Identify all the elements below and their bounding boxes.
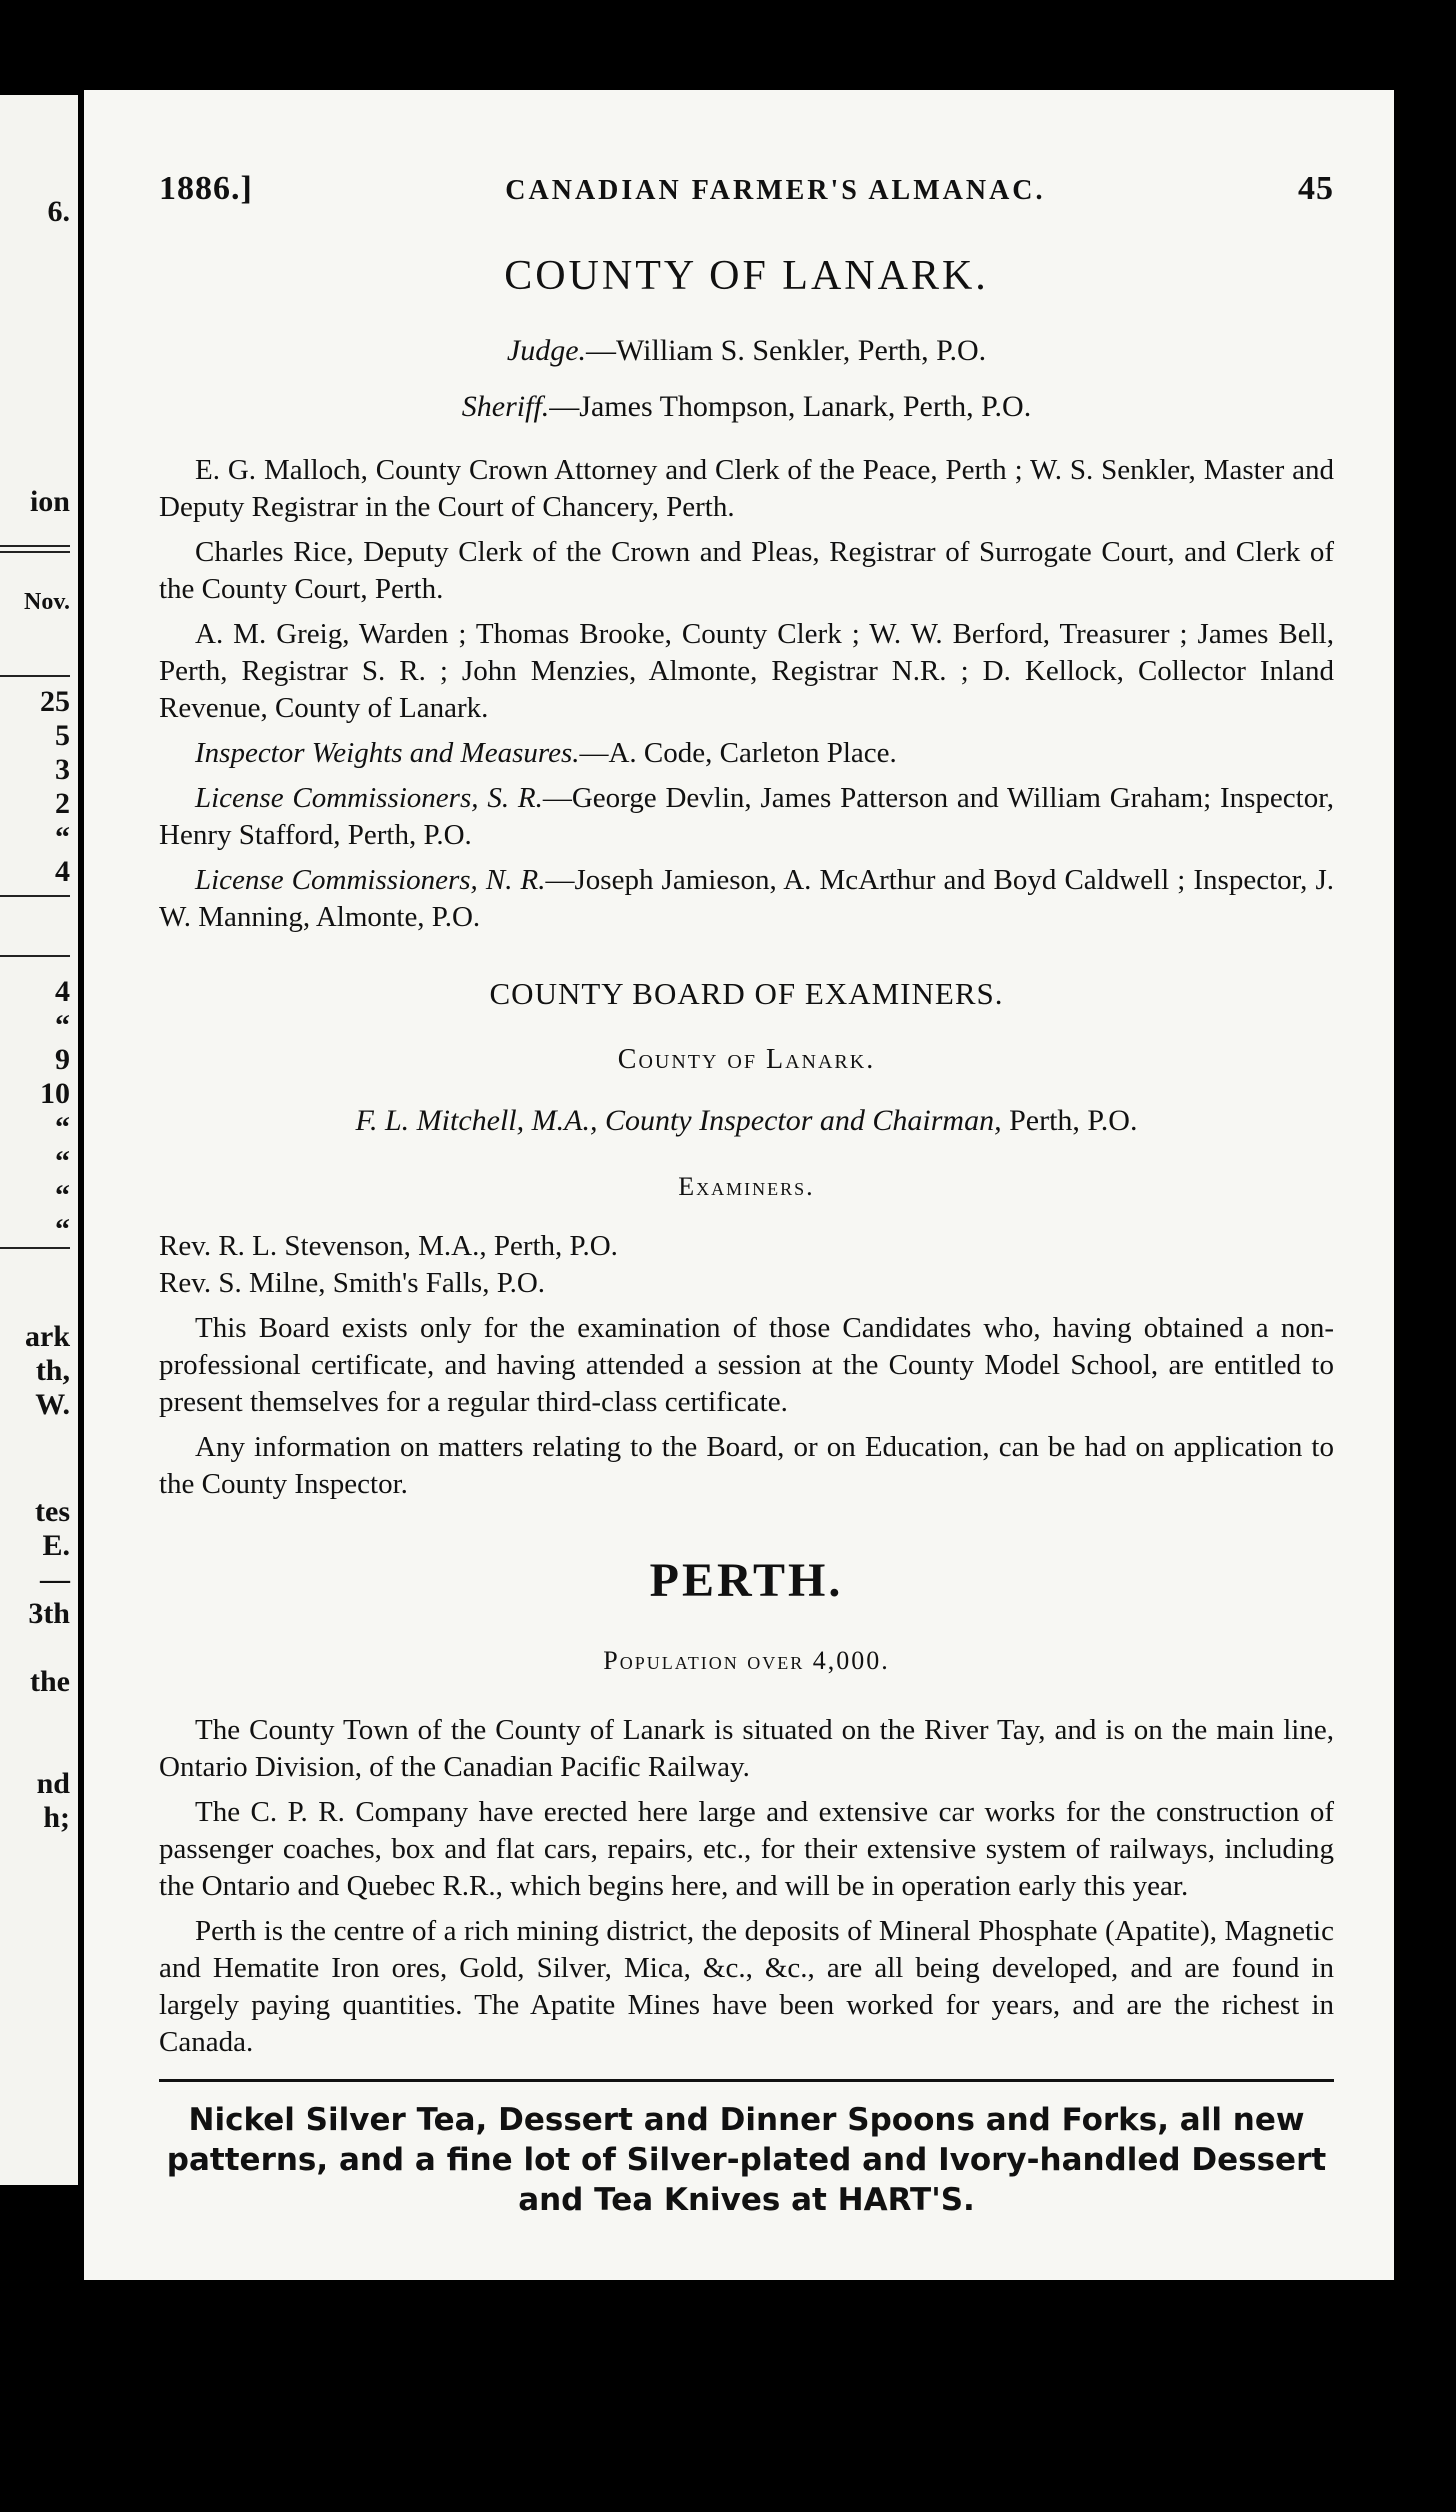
- inspector-paragraph: [159, 735, 1334, 772]
- margin-fragment: ion: [29, 485, 70, 518]
- margin-fragment: 5: [55, 719, 70, 752]
- margin-fragment: E.: [42, 1529, 70, 1562]
- margin-fragment: —: [40, 1563, 70, 1596]
- advertisement-rule: [159, 2079, 1334, 2082]
- chairman-label: F. L. Mitchell, M.A., County Inspector and Chairman,: [355, 1104, 1002, 1137]
- margin-fragment: 3th: [28, 1597, 70, 1630]
- margin-fragment: tes: [35, 1495, 70, 1528]
- inspector-text: —A. Code, Carleton Place.: [579, 737, 897, 769]
- license-north-text: —Joseph Jamieson, A. McArthur and Boyd Caldwell ; Inspector, J. W. Manning, Almonte, P.O.: [159, 864, 1334, 933]
- margin-fragment: “: [55, 1145, 70, 1178]
- officials-paragraph: E. G. Malloch, County Crown Attorney and Clerk of the Peace, Perth ; W. S. Senkler, Master and Deputy Registrar in the Court of Chancery, Perth.: [159, 454, 1334, 523]
- perth-paragraph: Perth is the centre of a rich mining district, the deposits of Mineral Phosphate (Apatite), Magnetic and Hematite Iron ores, Gold, Silver, Mica, &c., &c., are all being developed, and are found in largely paying quantities. The Apatite Mines have been worked for years, and are the richest in Canada.: [159, 1915, 1334, 2058]
- year-label: 1886.]: [159, 170, 253, 207]
- page-header: [159, 170, 1334, 208]
- sheriff-label: Sheriff.: [461, 390, 550, 423]
- margin-fragment: nd: [36, 1767, 70, 1800]
- margin-fragment: “: [55, 1179, 70, 1212]
- margin-fragment: 3: [55, 753, 70, 786]
- population-line: Population over 4,000.: [603, 1646, 890, 1675]
- margin-fragment: 4: [55, 975, 70, 1008]
- inspector-label: Inspector Weights and Measures.: [195, 737, 580, 769]
- board-title: COUNTY BOARD OF EXAMINERS.: [489, 976, 1004, 1011]
- perth-paragraph: The C. P. R. Company have erected here large and extensive car works for the construction of passenger coaches, box and flat cars, repairs, etc., for their extensive system of railways, including the Ontario and Quebec R.R., which begins here, and will be in operation early this year.: [159, 1796, 1334, 1902]
- margin-fragment: the: [30, 1665, 70, 1698]
- examiner-entry: Rev. S. Milne, Smith's Falls, P.O.: [159, 1267, 546, 1299]
- license-north-label: License Commissioners, N. R.: [195, 864, 546, 896]
- margin-fragment: th,: [35, 1354, 70, 1387]
- margin-fragment: 10: [40, 1077, 70, 1110]
- margin-fragment: “: [55, 1111, 70, 1144]
- license-south-paragraph: [159, 780, 1334, 854]
- officials-paragraph: A. M. Greig, Warden ; Thomas Brooke, County Clerk ; W. W. Berford, Treasurer ; James Bell, Perth, Registrar S. R. ; John Menzies, Almonte, Registrar N.R. ; D. Kellock, Collector Inland Revenue, County of Lanark.: [159, 618, 1334, 724]
- margin-fragment: 6.: [47, 195, 70, 228]
- margin-fragment: W.: [35, 1388, 70, 1421]
- margin-fragment: 9: [55, 1043, 70, 1076]
- margin-fragment: h;: [43, 1801, 70, 1834]
- running-title: CANADIAN FARMER'S ALMANAC.: [505, 175, 1046, 206]
- officials-paragraph: Charles Rice, Deputy Clerk of the Crown and Pleas, Registrar of Surrogate Court, and Clerk of the County Court, Perth.: [159, 536, 1334, 605]
- chairman-text: Perth, P.O.: [1001, 1104, 1138, 1137]
- book-page: [84, 90, 1394, 2280]
- board-paragraph: Any information on matters relating to the Board, or on Education, can be had on application to the County Inspector.: [159, 1431, 1334, 1500]
- sheriff-line: [159, 390, 1334, 424]
- margin-fragment: 25: [40, 685, 70, 718]
- perth-paragraph: The County Town of the County of Lanark is situated on the River Tay, and is on the main line, Ontario Division, of the Canadian Pacific Railway.: [159, 1714, 1334, 1783]
- adjacent-page-margin: [0, 95, 78, 2185]
- examiner-entry: Rev. R. L. Stevenson, M.A., Perth, P.O.: [159, 1230, 618, 1262]
- judge-label: Judge.: [506, 334, 587, 367]
- margin-fragment: 2: [55, 787, 70, 820]
- margin-fragment: “: [55, 1213, 70, 1246]
- board-subtitle: County of Lanark.: [617, 1044, 876, 1075]
- examiners-title: Examiners.: [678, 1172, 815, 1201]
- margin-fragment: ark: [25, 1320, 70, 1353]
- county-title: COUNTY OF LANARK.: [504, 253, 989, 299]
- chairman-line: [159, 1104, 1334, 1138]
- license-south-label: License Commissioners, S. R.: [195, 782, 543, 814]
- margin-fragment: “: [55, 821, 70, 854]
- license-south-text: —George Devlin, James Patterson and William Graham; Inspector, Henry Stafford, Perth, P.O.: [159, 782, 1334, 851]
- advertisement: Nickel Silver Tea, Dessert and Dinner Spoons and Forks, all new patterns, and a fine lot of Silver-plated and Ivory-handled Dessert and Tea Knives at HART'S.: [166, 2102, 1327, 2218]
- margin-fragment: “: [55, 1009, 70, 1042]
- perth-title: PERTH.: [649, 1554, 844, 1607]
- page-number: 45: [1297, 170, 1334, 207]
- license-north-paragraph: [159, 862, 1334, 936]
- margin-fragment: Nov.: [23, 589, 70, 615]
- margin-fragment: 4: [55, 855, 70, 888]
- judge-line: [159, 334, 1334, 368]
- judge-text: —William S. Senkler, Perth, P.O.: [586, 334, 987, 367]
- sheriff-text: —James Thompson, Lanark, Perth, P.O.: [549, 390, 1032, 423]
- board-paragraph: This Board exists only for the examination of those Candidates who, having obtained a non-professional certificate, and having attended a session at the County Model School, are entitled to present themselves for a regular third-class certificate.: [159, 1312, 1334, 1418]
